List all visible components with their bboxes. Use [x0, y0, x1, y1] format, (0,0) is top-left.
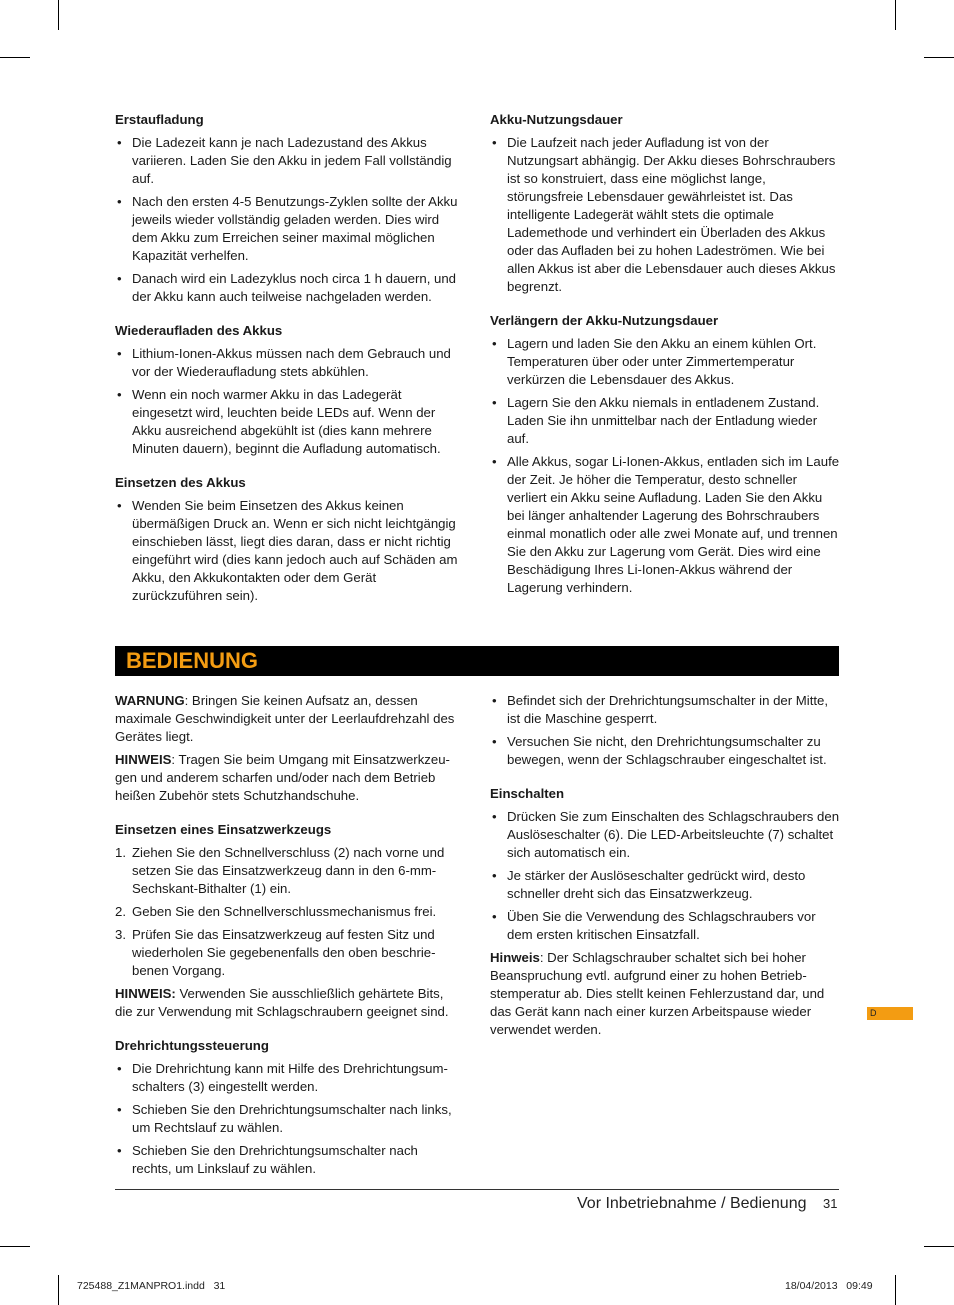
section-title: BEDIENUNG [126, 648, 259, 673]
note-paragraph [490, 949, 840, 1039]
list-item [115, 844, 460, 898]
list-number: 3. [115, 927, 126, 942]
language-tab [867, 1007, 913, 1020]
list-item: • Lagern Sie den Akku niemals in entladenem Zustand. Laden Sie ihn unmittelbar nach der Entladung wieder auf. [490, 394, 840, 448]
list-item: • Lithium-Ionen-Akkus müssen nach dem Gebrauch und vor der Wiederaufladung stets abkühlen. [115, 345, 465, 381]
note-text: : Tragen Sie beim Umgang mit Einsatzwerkzeu-gen und anderem scharfen und/oder nach dem Betrieb heißen Zubehör stets Schutzhandschuhe. [115, 752, 450, 803]
section-bar [115, 646, 839, 676]
list-item: • Alle Akkus, sogar Li-Ionen-Akkus, entladen sich im Laufe der Zeit. Je höher die Temperatur, desto schneller verliert ein Akku seine Aufladung. Laden Sie den Akku bei länger anhaltender Lagerung des Bohrschraubers einmal monatlich oder alle zwei Monate auf, und trennen Sie den Akku zur Lagerung vom Gerät. Dies wird eine Beschädigung Ihres Li-Ionen-Akkus während der Lagerung verhindern. [490, 453, 840, 597]
heading-drehrichtung: Drehrichtungssteuerung [115, 1038, 269, 1053]
note-paragraph [115, 751, 460, 805]
list-item: • Befindet sich der Drehrichtungsumschalter in der Mitte, ist die Maschine gesperrt. [490, 692, 840, 728]
list-text: Geben Sie den Schnellverschlussmechanismus frei. [132, 904, 437, 919]
list-item: • Schieben Sie den Drehrichtungsumschalter nach rechts, um Linkslauf zu wählen. [115, 1142, 460, 1178]
list-item: • Die Ladezeit kann je nach Ladezustand des Akkus variieren. Laden Sie den Akku in jedem Fall vollständig auf. [115, 134, 465, 188]
right-bottom-column [490, 692, 840, 1044]
list-item [115, 903, 460, 921]
heading-wiederaufladen: Wiederaufladen des Akkus [115, 323, 283, 338]
list-item: • Die Laufzeit nach jeder Aufladung ist von der Nutzungsart abhängig. Der Akku dieses Bohrschraubers ist so konstruiert, dass eine möglichst lange, störungsfreie Lebensdauer gewährleistet ist. Das intelligente Ladegerät wählt stets die optimale Lademethode und verhindert ein Überladen des Akkus oder das Aufladen bei zu hohen Ladeströmen. Wie bei allen Akkus ist aber die Lebensdauer auch dieses Akkus begrenzt. [490, 134, 840, 296]
note-paragraph [115, 985, 460, 1021]
language-tab-label: D [870, 1008, 877, 1018]
crop-mark [895, 1275, 896, 1305]
crop-mark [0, 1246, 30, 1247]
list-item: • Je stärker der Auslöseschalter gedrückt wird, desto schneller dreht sich das Einsatzwerkzeug. [490, 867, 840, 903]
list-item [115, 926, 460, 980]
crop-mark [0, 57, 30, 58]
heading-einsetzen-werkzeug: Einsetzen eines Einsatzwerkzeugs [115, 822, 332, 837]
list-verlaengern [490, 335, 840, 597]
list-einschalten [490, 808, 840, 944]
list-item: • Danach wird ein Ladezyklus noch circa 1 h dauern, und der Akku kann auch teilweise nachgeladen werden. [115, 270, 465, 306]
list-einsetzen-werkzeug [115, 844, 460, 980]
heading-einschalten: Einschalten [490, 786, 565, 801]
list-text: Prüfen Sie das Einsatzwerkzeug auf festen Sitz und wiederholen Sie gegebenenfalls den oben beschrie-benen Vorgang. [132, 927, 436, 978]
left-top-column [115, 111, 465, 621]
list-item: • Wenden Sie beim Einsetzen des Akkus keinen übermäßigen Druck an. Wenn er sich nicht leichtgängig einschieben lässt, liegt dies daran, dass er nicht richtig eingeführt wird (dies kann jedoch auch auf Schäden am Akku, den Akkukontakten oder dem Gerät zurückzuführen sein). [115, 497, 465, 605]
slug-timestamp: 18/04/2013 09:49 [785, 1280, 873, 1292]
warning-label: WARNUNG [115, 693, 185, 708]
heading-erstaufladung: Erstaufladung [115, 112, 204, 127]
right-top-column [490, 111, 840, 613]
crop-mark [924, 1246, 954, 1247]
list-drehrichtung-cont [490, 692, 840, 769]
list-item: • Drücken Sie zum Einschalten des Schlagschraubers den Auslöseschalter (6). Die LED-Arbeitsleuchte (7) schaltet sich automatisch ein. [490, 808, 840, 862]
list-item: • Üben Sie die Verwendung des Schlagschraubers vor dem ersten kritischen Einsatzfall. [490, 908, 840, 944]
list-einsetzen-akku [115, 497, 465, 605]
note-label: HINWEIS [115, 752, 172, 767]
list-text: Ziehen Sie den Schnellverschluss (2) nach vorne und setzen Sie das Einsatzwerkzeug dann in den 6-mm-Sechskant-Bithalter (1) ein. [132, 845, 445, 896]
list-wiederaufladen [115, 345, 465, 458]
list-item: • Wenn ein noch warmer Akku in das Ladegerät eingesetzt wird, leuchten beide LEDs auf. Wenn der Akku ausreichend abgekühlt ist (dies kann mehrere Minuten dauern), beginnt die Aufladung automatisch. [115, 386, 465, 458]
note-label: Hinweis [490, 950, 540, 965]
note-label: HINWEIS: [115, 986, 176, 1001]
heading-verlaengern: Verlängern der Akku-Nutzungsdauer [490, 313, 719, 328]
footer-title: Vor Inbetriebnahme / Bedienung [577, 1195, 807, 1212]
note-text: : Der Schlagschrauber schaltet sich bei hoher Beanspruchung evtl. aufgrund einer zu hohen Betrieb-stemperatur ab. Dies stellt keinen Fehlerzustand dar, und das Gerät kann nach einer kurzen Arbeitspause wieder verwendet werden. [490, 950, 825, 1037]
crop-mark [924, 57, 954, 58]
list-erstaufladung [115, 134, 465, 306]
list-item: • Die Drehrichtung kann mit Hilfe des Drehrichtungsum-schalters (3) eingestellt werden. [115, 1060, 460, 1096]
heading-einsetzen-akku: Einsetzen des Akkus [115, 475, 246, 490]
list-item: • Nach den ersten 4-5 Benutzungs-Zyklen sollte der Akku jeweils wieder vollständig geladen werden. Dies wird dem Akku zum Erreichen seiner maximal möglichen Kapazität verhelfen. [115, 193, 465, 265]
left-bottom-column [115, 692, 460, 1194]
warning-text: : Bringen Sie keinen Aufsatz an, dessen maximale Geschwindigkeit unter der Leerlaufdrehzahl des Gerätes liegt. [115, 693, 455, 744]
crop-mark [58, 1275, 59, 1305]
warning-paragraph [115, 692, 460, 746]
list-nutzungsdauer [490, 134, 840, 296]
heading-nutzungsdauer: Akku-Nutzungsdauer [490, 112, 623, 127]
list-number: 2. [115, 904, 126, 919]
list-item: • Versuchen Sie nicht, den Drehrichtungsumschalter zu bewegen, wenn der Schlagschrauber eingeschaltet ist. [490, 733, 840, 769]
slug-filename: 725488_Z1MANPRO1.indd 31 [77, 1280, 226, 1292]
page-number: 31 [823, 1196, 838, 1211]
crop-mark [895, 0, 896, 30]
list-item: • Lagern und laden Sie den Akku an einem kühlen Ort. Temperaturen über oder unter Zimmertemperatur verkürzen die Lebensdauer des Akkus. [490, 335, 840, 389]
list-drehrichtung [115, 1060, 460, 1178]
list-item: • Schieben Sie den Drehrichtungsumschalter nach links, um Rechtslauf zu wählen. [115, 1101, 460, 1137]
note-text: Verwenden Sie ausschließlich gehärtete Bits, die zur Verwendung mit Schlagschraubern geeignet sind. [115, 986, 449, 1019]
crop-mark [58, 0, 59, 30]
footer-rule [115, 1189, 839, 1190]
list-number: 1. [115, 845, 126, 860]
